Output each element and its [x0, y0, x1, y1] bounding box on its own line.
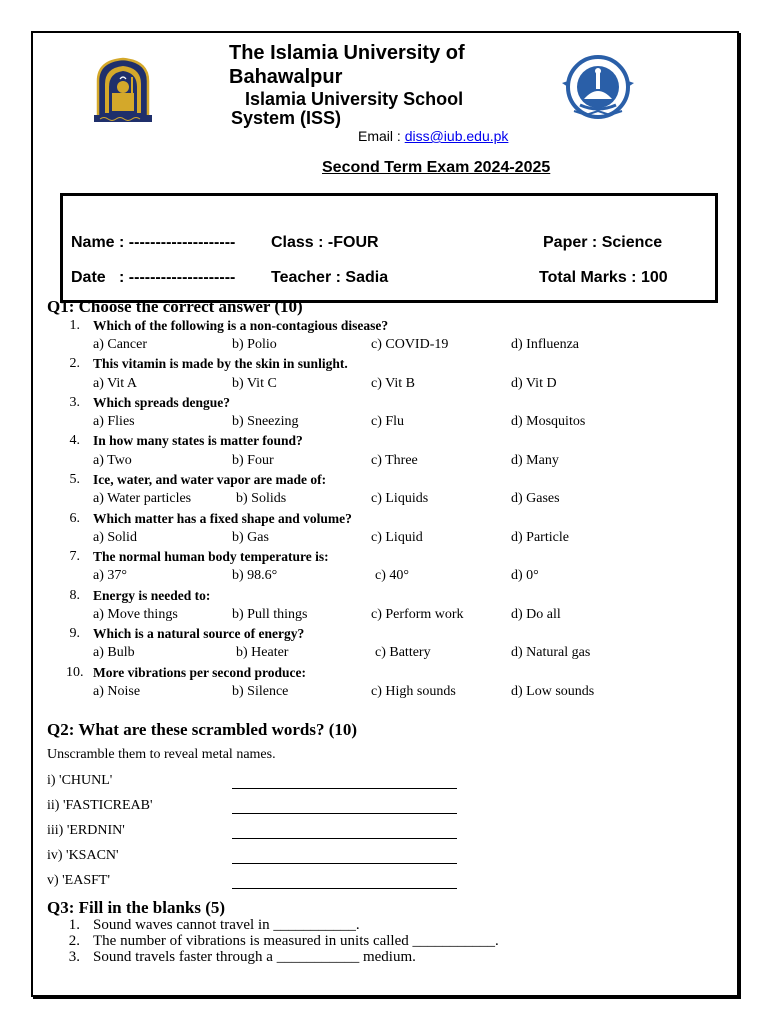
- q2-instruction: Unscramble them to reveal metal names.: [47, 747, 276, 762]
- option-a: a) Cancer: [93, 337, 148, 352]
- question-number: 7.: [69, 549, 80, 564]
- email-link[interactable]: diss@iub.edu.pk: [404, 128, 509, 144]
- answer-line[interactable]: [232, 863, 457, 864]
- option-b: b) Heater: [236, 645, 289, 660]
- option-d: d) Natural gas: [511, 645, 591, 660]
- option-b: b) Pull things: [232, 607, 308, 622]
- option-b: b) Sneezing: [232, 414, 299, 429]
- iss-badge-logo: [560, 53, 636, 125]
- option-d: d) Low sounds: [511, 684, 595, 699]
- question-text: This vitamin is made by the skin in sunlight.: [93, 356, 348, 371]
- q2-heading: Q2: What are these scrambled words? (10): [47, 720, 358, 739]
- option-a: a) Solid: [93, 530, 137, 545]
- question-number: 5.: [69, 472, 80, 487]
- paper-field: Paper : Science: [543, 234, 663, 251]
- question-number: 9.: [69, 626, 80, 641]
- option-a: a) Water particles: [93, 491, 192, 506]
- university-title-line1: The Islamia University of: [229, 42, 465, 64]
- option-b: b) Gas: [232, 530, 269, 545]
- option-c: c) Battery: [375, 645, 431, 660]
- blank-number: 3.: [68, 949, 80, 965]
- option-c: c) Liquid: [371, 530, 423, 545]
- question-text: The normal human body temperature is:: [93, 549, 329, 564]
- q1-heading: Q1: Choose the correct answer (10): [47, 297, 303, 316]
- question-text: Energy is needed to:: [93, 588, 211, 603]
- date-field: Date : --------------------: [71, 269, 236, 286]
- scrambled-word: iii) 'ERDNIN': [47, 823, 125, 838]
- name-field: Name : --------------------: [71, 234, 236, 251]
- question-text: Which matter has a fixed shape and volume?: [93, 511, 352, 526]
- option-b: b) Vit C: [232, 376, 277, 391]
- scrambled-word: ii) 'FASTICREAB': [47, 798, 153, 813]
- option-c: c) 40°: [375, 568, 409, 583]
- exam-title: Second Term Exam 2024-2025: [322, 159, 551, 176]
- question-text: Which is a natural source of energy?: [93, 626, 305, 641]
- option-c: c) Vit B: [371, 376, 416, 391]
- option-a: a) Move things: [93, 607, 178, 622]
- option-a: a) Two: [93, 453, 132, 468]
- question-text: More vibrations per second produce:: [93, 665, 306, 680]
- question-number: 3.: [69, 395, 80, 410]
- option-c: c) Perform work: [371, 607, 464, 622]
- question-text: Which spreads dengue?: [93, 395, 231, 410]
- option-b: b) Solids: [236, 491, 287, 506]
- option-a: a) Vit A: [93, 376, 138, 391]
- fill-blank-sentence: Sound waves cannot travel in ___________.: [93, 917, 360, 933]
- question-number: 2.: [69, 356, 80, 371]
- question-number: 1.: [69, 318, 80, 333]
- scrambled-word: i) 'CHUNL': [47, 773, 113, 788]
- option-b: b) Four: [232, 453, 274, 468]
- option-d: d) Mosquitos: [511, 414, 586, 429]
- fill-blank-sentence: The number of vibrations is measured in units called ___________.: [93, 933, 499, 949]
- option-d: d) Particle: [511, 530, 569, 545]
- option-b: b) Polio: [232, 337, 277, 352]
- option-c: c) Liquids: [371, 491, 429, 506]
- scrambled-word: v) 'EASFT': [47, 873, 110, 888]
- q3-heading: Q3: Fill in the blanks (5): [47, 898, 226, 917]
- blank-number: 1.: [68, 917, 80, 933]
- option-d: d) Influenza: [511, 337, 580, 352]
- class-field: Class : -FOUR: [271, 234, 379, 251]
- email-line: [358, 127, 508, 145]
- answer-line[interactable]: [232, 888, 457, 889]
- option-c: c) COVID-19: [371, 337, 449, 352]
- fill-blank-sentence: Sound travels faster through a ___________ medium.: [93, 949, 416, 965]
- option-a: a) Noise: [93, 684, 141, 699]
- option-c: c) Three: [371, 453, 418, 468]
- question-text: Which of the following is a non-contagious disease?: [93, 318, 389, 333]
- option-b: b) 98.6°: [232, 568, 278, 583]
- option-d: d) 0°: [511, 568, 539, 583]
- question-text: Ice, water, and water vapor are made of:: [93, 472, 327, 487]
- option-d: d) Many: [511, 453, 559, 468]
- question-text: In how many states is matter found?: [93, 433, 303, 448]
- university-title-line2: Bahawalpur: [229, 66, 343, 88]
- option-a: a) Flies: [93, 414, 135, 429]
- question-number: 4.: [69, 433, 80, 448]
- option-a: a) Bulb: [93, 645, 135, 660]
- option-b: b) Silence: [232, 684, 289, 699]
- option-a: a) 37°: [93, 568, 127, 583]
- option-d: d) Do all: [511, 607, 561, 622]
- answer-line[interactable]: [232, 813, 457, 814]
- answer-line[interactable]: [232, 838, 457, 839]
- school-title-line2: System (ISS): [231, 108, 342, 128]
- question-number: 6.: [69, 511, 80, 526]
- option-c: c) Flu: [371, 414, 405, 429]
- iub-crest-logo: [92, 57, 154, 123]
- option-d: d) Vit D: [511, 376, 557, 391]
- option-c: c) High sounds: [371, 684, 456, 699]
- teacher-field: Teacher : Sadia: [271, 269, 389, 286]
- question-number: 10.: [66, 665, 84, 680]
- email-label: Email :: [358, 128, 401, 144]
- answer-line[interactable]: [232, 788, 457, 789]
- option-d: d) Gases: [511, 491, 560, 506]
- total-marks-field: Total Marks : 100: [539, 269, 668, 286]
- scrambled-word: iv) 'KSACN': [47, 848, 119, 863]
- school-title-line1: Islamia University School: [245, 89, 464, 109]
- question-number: 8.: [69, 588, 80, 603]
- blank-number: 2.: [68, 933, 80, 949]
